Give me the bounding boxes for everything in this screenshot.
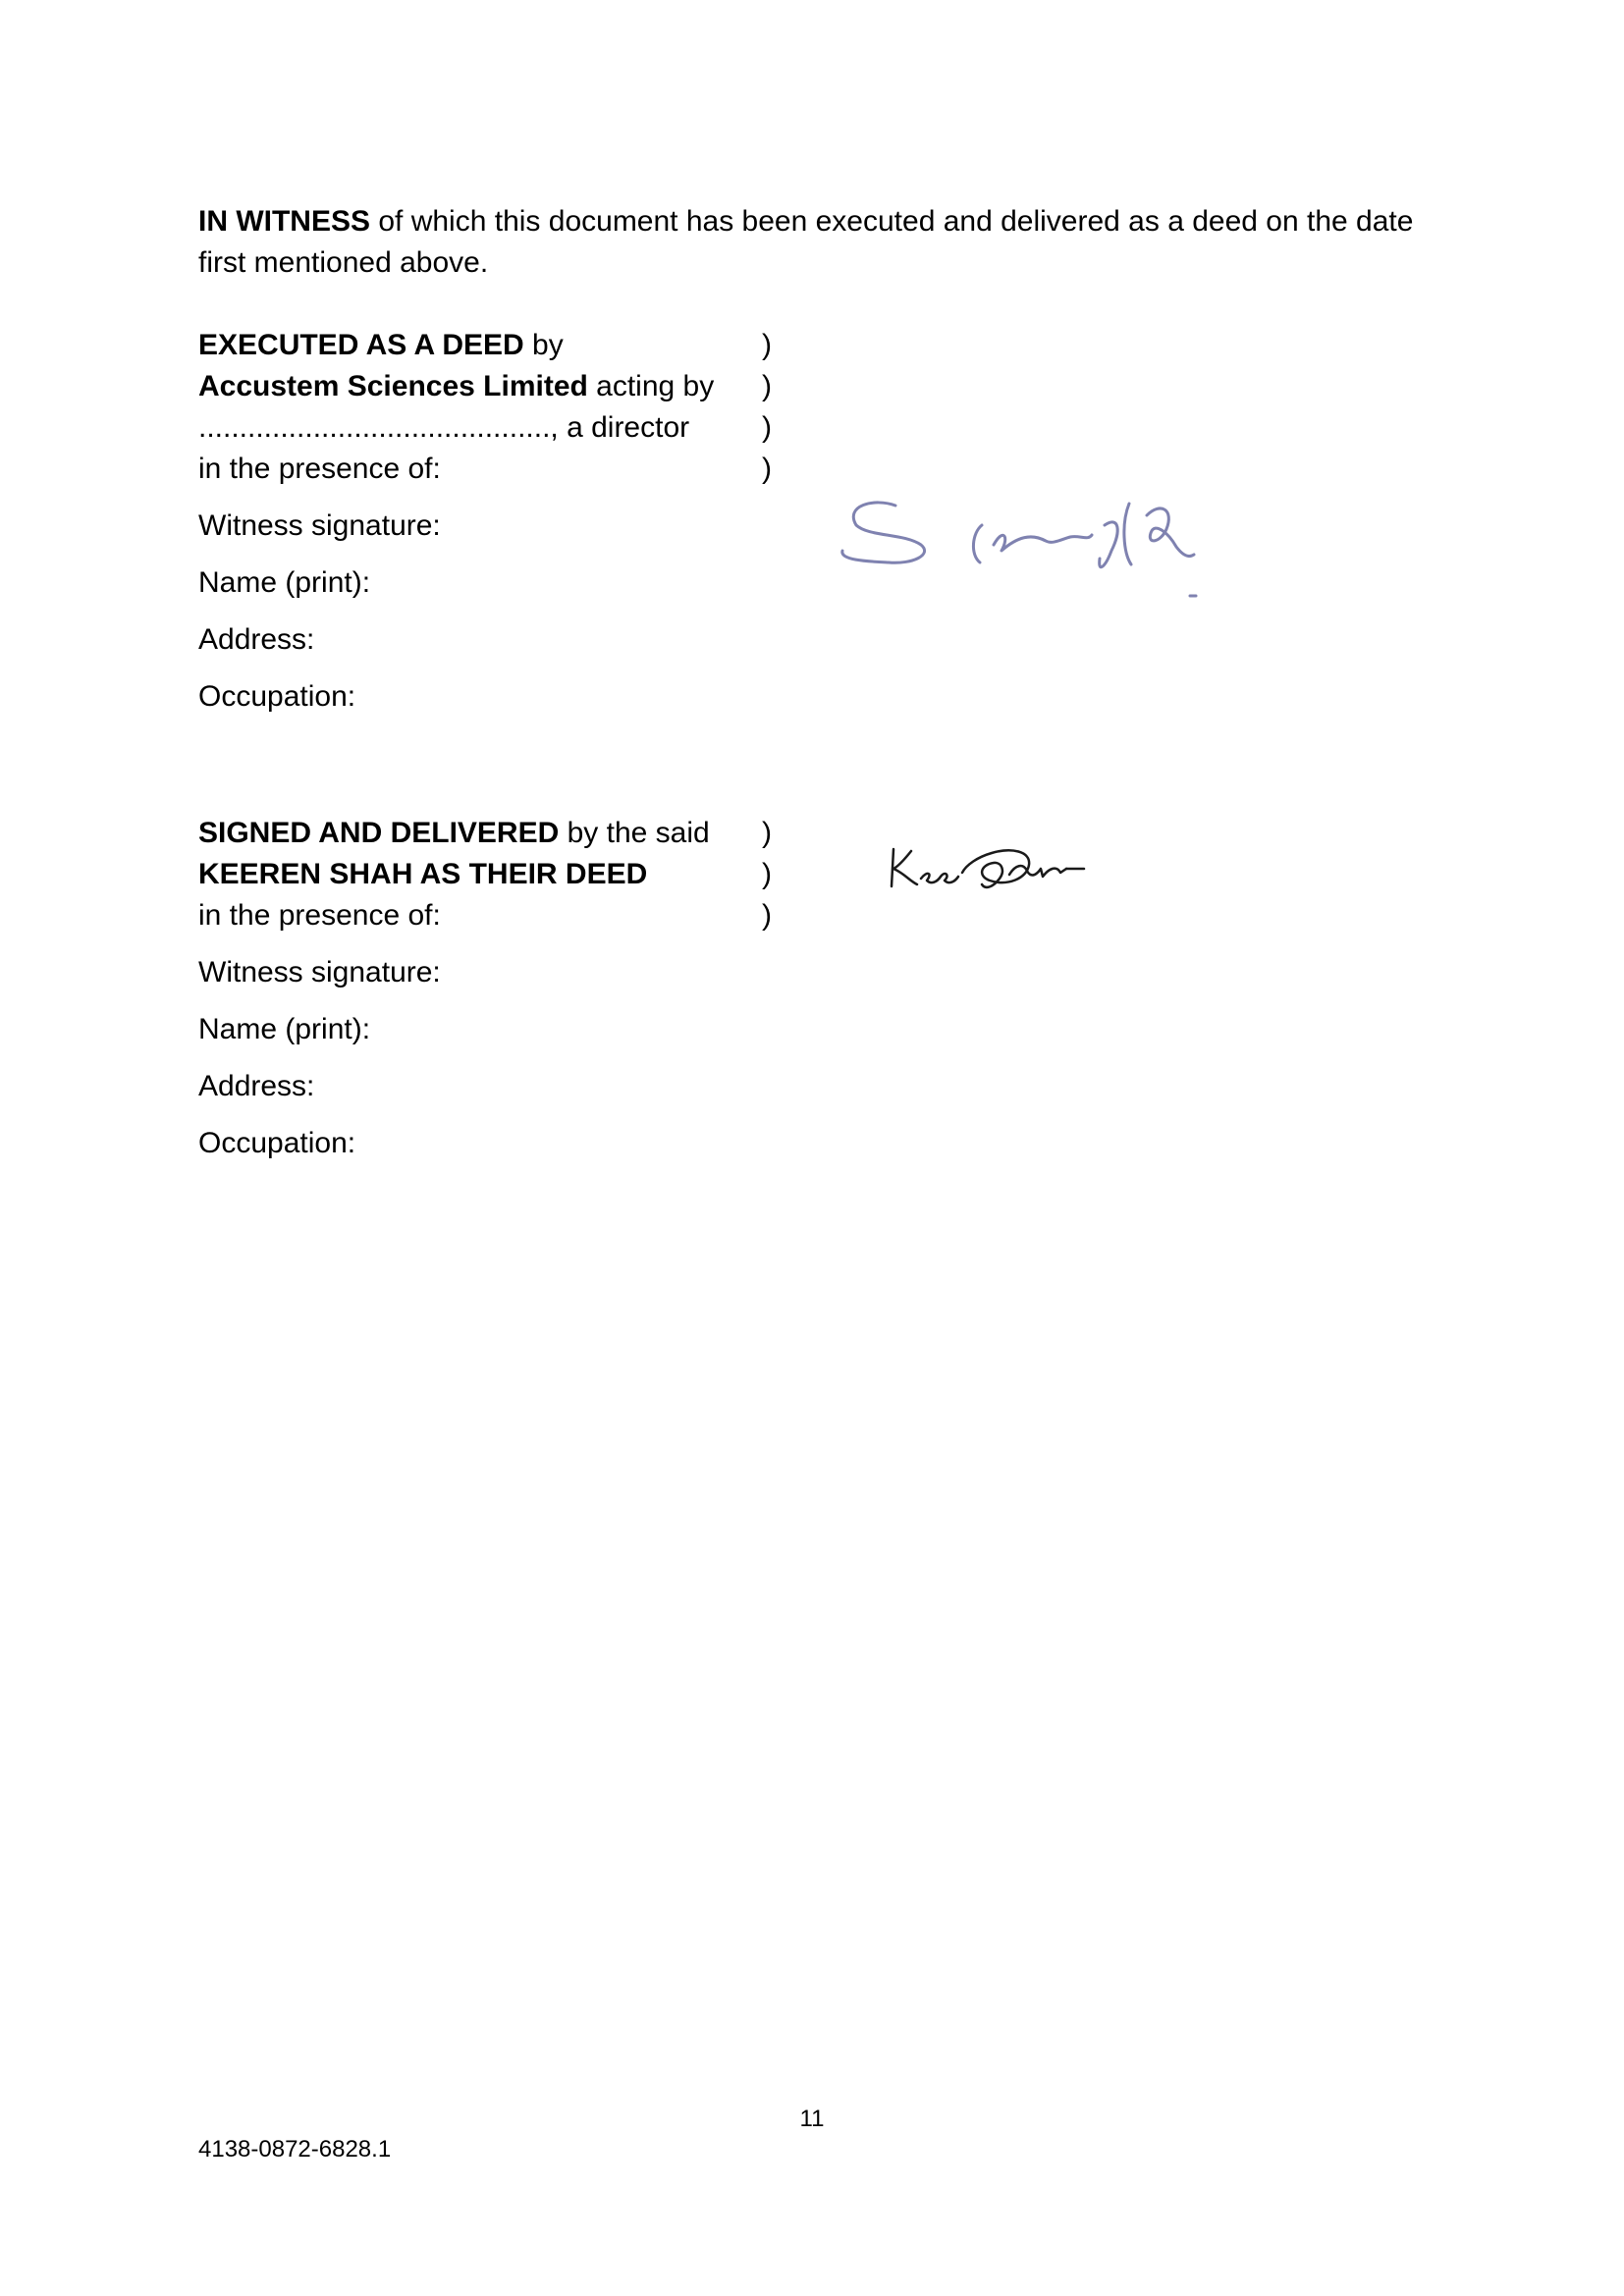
by-the-said-label: by the said <box>559 817 710 849</box>
company-line-3 <box>198 407 1475 449</box>
individual-line-3 <box>198 895 1475 936</box>
witness-occupation-label: Occupation: <box>198 680 356 713</box>
witness-clause-bold: IN WITNESS <box>198 205 371 238</box>
witness-address-label: Address: <box>198 1070 315 1102</box>
company-line-2 <box>198 366 1475 407</box>
by-label: by <box>523 329 564 361</box>
signed-delivered-label: SIGNED AND DELIVERED <box>198 817 560 849</box>
company-line-1 <box>198 325 1475 366</box>
director-signature-image <box>835 476 1247 604</box>
witness-name-label: Name (print): <box>198 566 371 599</box>
individual-line-1 <box>198 813 1475 854</box>
bracket: ) <box>762 899 772 932</box>
acting-by-label: acting by <box>587 370 715 402</box>
witness-occupation-label: Occupation: <box>198 1127 356 1159</box>
bracket: ) <box>762 453 772 485</box>
witness-clause <box>198 201 1465 284</box>
witness-clause-text: of which this document has been executed and delivered as a deed on the date first mentioned above. <box>198 205 1414 279</box>
bracket: ) <box>762 411 772 444</box>
bracket: ) <box>762 858 772 890</box>
company-name: Accustem Sciences Limited <box>198 370 588 402</box>
signatory-name: KEEREN SHAH AS THEIR DEED <box>198 858 648 890</box>
document-reference: 4138-0872-6828.1 <box>198 2136 392 2163</box>
presence-label: in the presence of: <box>198 453 441 485</box>
individual-line-2 <box>198 854 1475 895</box>
bracket: ) <box>762 329 772 361</box>
presence-label: in the presence of: <box>198 899 441 932</box>
witness-name-label: Name (print): <box>198 1013 371 1045</box>
bracket: ) <box>762 370 772 402</box>
witness-signature-label: Witness signature: <box>198 956 441 988</box>
executed-as-deed-label: EXECUTED AS A DEED <box>198 329 524 361</box>
keeren-shah-signature-image <box>884 829 1100 908</box>
page-number: 11 <box>799 2106 825 2132</box>
witness-signature-label: Witness signature: <box>198 509 441 542</box>
individual-execution-block <box>198 813 1475 1164</box>
witness-address-label: Address: <box>198 623 315 656</box>
director-line: ..........................................., a director <box>198 411 690 444</box>
bracket: ) <box>762 817 772 849</box>
